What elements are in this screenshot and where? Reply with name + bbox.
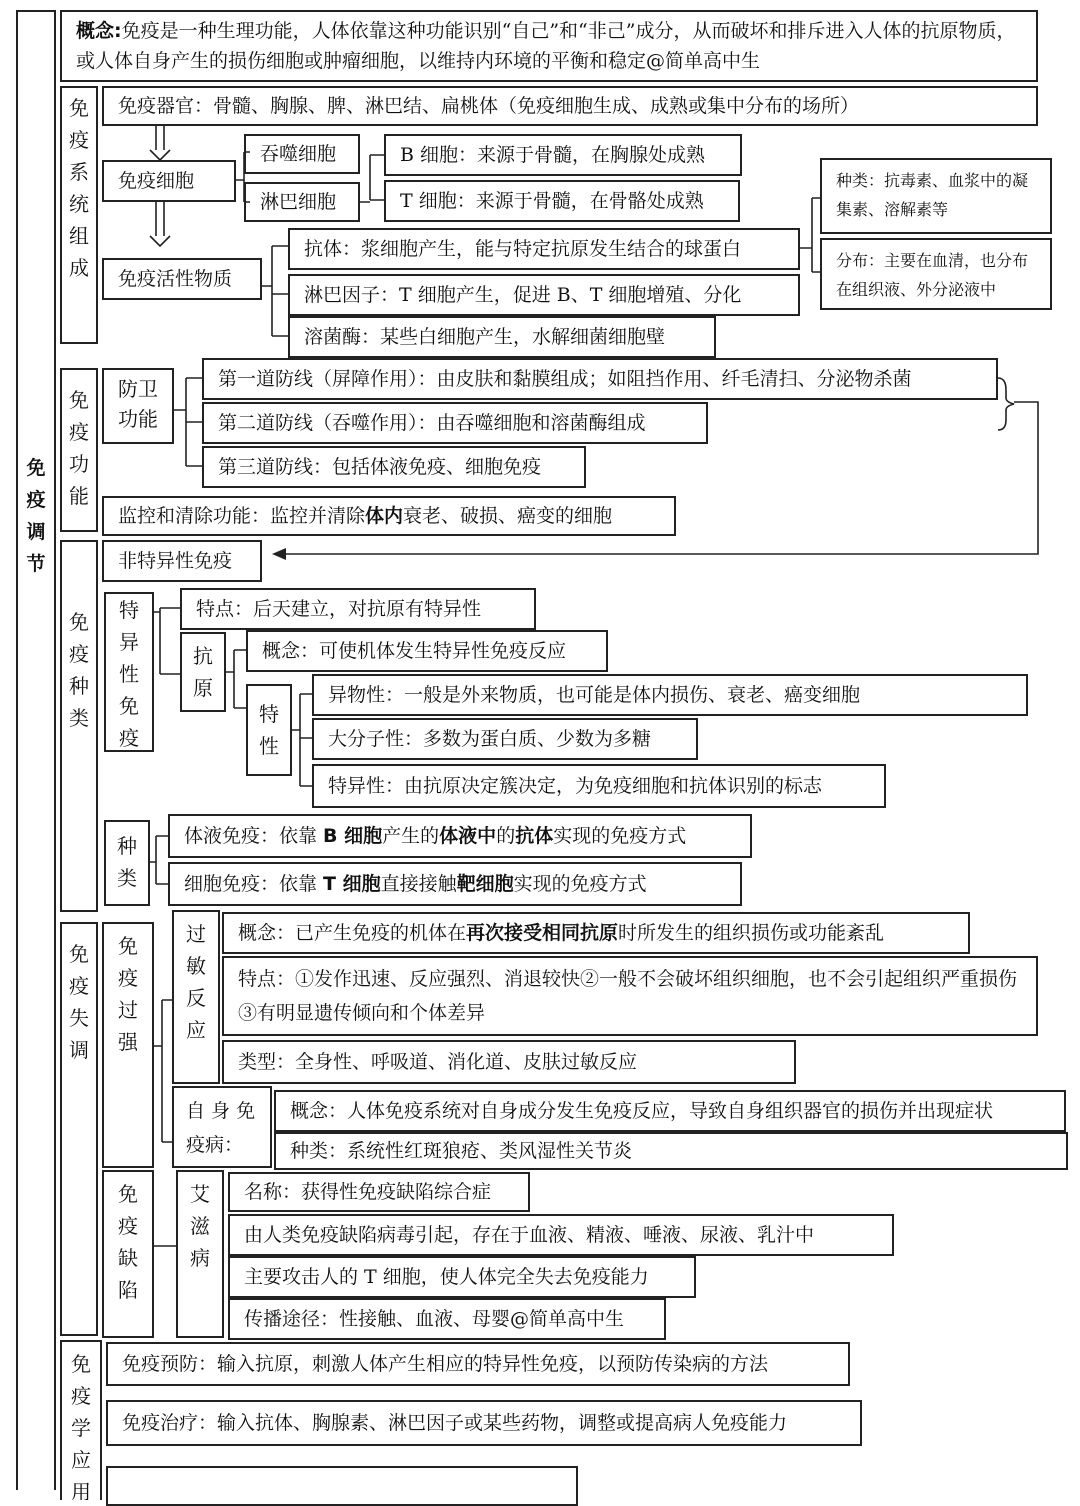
concept-text: 免疫是一种生理功能，人体依靠这种功能识别“自己”和“非己”成分，从而破坏和排斥进入人体的抗原物质，或人体自身产生的损伤细胞或肿瘤细胞，以维持内环境的平衡和稳定@简单高中生: [76, 20, 1016, 72]
humoral-b2: 体液中: [439, 825, 497, 847]
macro-text: 大分子性：多数为蛋白质、少数为多糖: [328, 728, 652, 750]
feature-text: 特点：后天建立，对抗原有特异性: [196, 598, 482, 620]
humoral-b1: B 细胞: [323, 825, 383, 847]
function-title: 免疫功能: [69, 388, 89, 508]
foreign-text: 异物性：一般是外来物质，也可能是体内损伤、衰老、癌变细胞: [328, 684, 861, 706]
aids-attack-text: 主要攻击人的 T 细胞，使人体完全失去免疫能力: [244, 1266, 649, 1288]
b-cell-text: B 细胞：来源于骨髓，在胸腺处成熟: [400, 144, 706, 166]
root-label: 免疫调节: [26, 457, 46, 575]
antigen-text: 抗原: [193, 644, 213, 700]
antigen-concept-text: 概念：可使机体发生特异性免疫反应: [262, 640, 567, 662]
antibody-text: 抗体：浆细胞产生，能与特定抗原发生结合的球蛋白: [304, 238, 742, 260]
allergy-concept-b1: 再次接受相同抗原: [466, 922, 619, 944]
organs-text: 免疫器官：骨髓、胸腺、脾、淋巴结、扁桃体（免疫细胞生成、成熟或集中分布的场所）: [118, 95, 860, 117]
cellular-b2: 靶细胞: [456, 873, 514, 895]
kind-text: 种类: [117, 834, 137, 890]
lymphocyte-text: 淋巴细胞: [260, 191, 337, 213]
kinds-text: 种类：抗毒素、血浆中的凝集素、溶解素等: [836, 171, 1029, 219]
specificity-text: 特异性：由抗原决定簇决定，为免疫细胞和抗体识别的标志: [328, 775, 823, 797]
t-cell-text: T 细胞：来源于骨髓，在骨骼处成熟: [400, 190, 704, 212]
line3-text: 第三道防线：包括体液免疫、细胞免疫: [218, 456, 542, 478]
lysozyme-text: 溶菌酶：某些白细胞产生，水解细菌细胞壁: [304, 326, 666, 348]
prevent-text: 免疫预防：输入抗原，刺激人体产生相应的特异性免疫，以预防传染病的方法: [122, 1353, 769, 1375]
cellular-t1: 细胞免疫：依靠: [184, 873, 324, 895]
humoral-t2: 产生的: [382, 825, 440, 847]
autoimmune-text: 自 身 免 疫病：: [186, 1100, 256, 1156]
line2-text: 第二道防线（吞噬作用）：由吞噬细胞和溶菌酶组成: [218, 412, 646, 434]
monitor-bold: 体内: [365, 505, 404, 527]
aids-route-text: 传播途径：性接触、血液、母婴@简单高中生: [244, 1308, 625, 1330]
humoral-b3: 抗体: [515, 825, 554, 847]
humoral-t4: 实现的免疫方式: [553, 825, 687, 847]
disorder-title: 免疫失调: [69, 942, 89, 1062]
deficiency-text: 免疫缺陷: [118, 1182, 138, 1302]
aids-name-text: 名称：获得性免疫缺陷综合症: [244, 1181, 492, 1203]
line1-text: 第一道防线（屏障作用）：由皮肤和黏膜组成；如阻挡作用、纤毛清扫、分泌物杀菌: [218, 368, 912, 390]
treat-text: 免疫治疗：输入抗体、胸腺素、淋巴因子或某些药物，调整或提高病人免疫能力: [122, 1412, 788, 1434]
aids-cause-text: 由人类免疫缺陷病毒引起，存在于血液、精液、唾液、尿液、乳汁中: [244, 1224, 815, 1246]
allergy-concept-t2: 时所发生的组织损伤或功能紊乱: [618, 922, 885, 944]
property-text: 特性: [259, 702, 279, 758]
aids-text: 艾滋病: [190, 1182, 210, 1270]
allergy-concept-t1: 概念：已产生免疫的机体在: [238, 922, 467, 944]
humoral-t1: 体液免疫：依靠: [184, 825, 324, 847]
strong-text: 免疫过强: [118, 934, 138, 1054]
cells-text: 免疫细胞: [118, 170, 195, 192]
lymphokine-text: 淋巴因子：T 细胞产生，促进 B、T 细胞增殖、分化: [304, 284, 742, 306]
allergy-type-text: 类型：全身性、呼吸道、消化道、皮肤过敏反应: [238, 1051, 638, 1073]
monitor-post: 衰老、破损、癌变的细胞: [403, 505, 613, 527]
allergy-feature-text: 特点：①发作迅速、反应强烈、消退较快②一般不会破坏组织细胞，也不会引起组织严重损伤③有明显遗传倾向和个体差异: [238, 968, 1018, 1024]
defense-text: 防卫功能: [118, 377, 158, 431]
humoral-t3: 的: [496, 825, 516, 847]
system-title: 免疫系统组成: [69, 96, 89, 280]
distribution-text: 分布：主要在血清，也分布在组织液、外分泌液中: [836, 251, 1029, 299]
specific-text: 特异性免疫: [119, 598, 139, 750]
monitor-pre: 监控和清除功能：监控并清除: [118, 505, 366, 527]
cellular-t2: 直接接触: [380, 873, 457, 895]
cellular-b1: T 细胞: [323, 873, 381, 895]
active-text: 免疫活性物质: [118, 268, 233, 290]
concept-label: 概念:: [76, 20, 122, 42]
auto-kind-text: 种类：系统性红斑狼疮、类风湿性关节炎: [290, 1140, 633, 1162]
application-title: 免疫学应用: [71, 1352, 91, 1500]
auto-concept-text: 概念：人体免疫系统对自身成分发生免疫反应，导致自身组织器官的损伤并出现症状: [290, 1100, 994, 1122]
phagocyte-text: 吞噬细胞: [260, 143, 337, 165]
allergy-text: 过敏反应: [186, 922, 206, 1042]
cellular-t3: 实现的免疫方式: [513, 873, 647, 895]
nonspecific-text: 非特异性免疫: [118, 550, 233, 572]
types-title: 免疫种类: [69, 610, 89, 730]
